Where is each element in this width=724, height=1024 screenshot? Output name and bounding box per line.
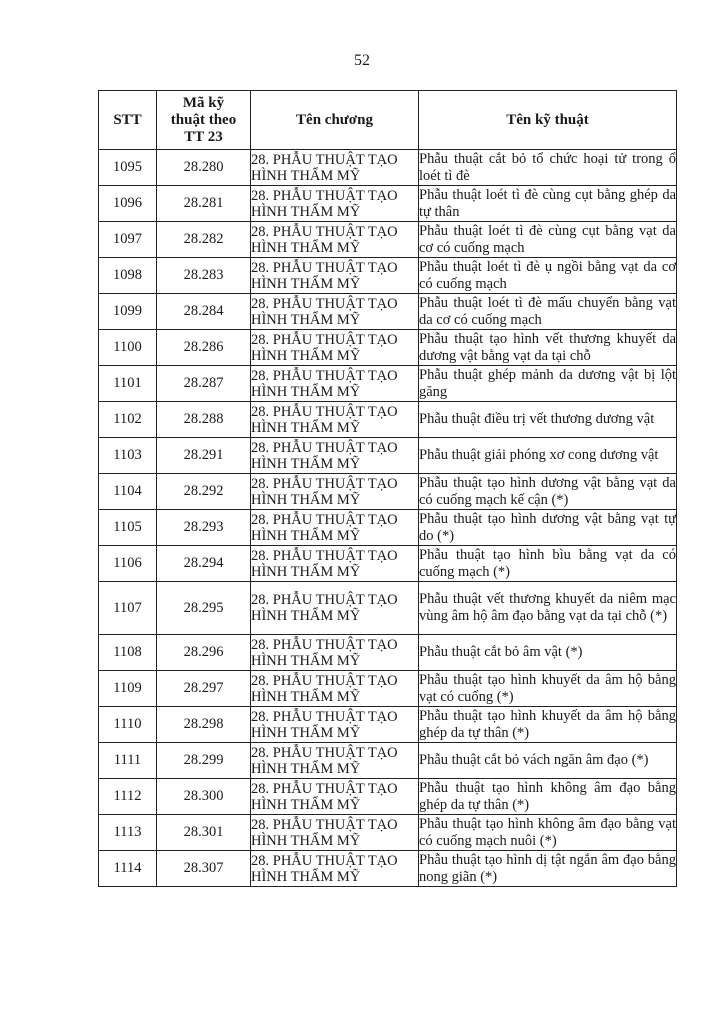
technique-code-cell: 28.297: [157, 671, 251, 707]
table-row: [99, 294, 677, 330]
chapter-line: HÌNH THẨM MỸ: [251, 608, 361, 624]
technique-code-cell: 28.299: [157, 743, 251, 779]
technique-name-cell: Phẫu thuật loét tì đè ụ ngồi bằng vạt da cơ có cuống mạch: [419, 258, 676, 292]
chapter-line: 28. PHẪU THUẬT TẠO: [251, 331, 398, 348]
chapter-line: 28. PHẪU THUẬT TẠO: [251, 852, 398, 869]
stt-cell: 1111: [99, 743, 157, 779]
table-header-row: [99, 91, 677, 150]
chapter-line: 28. PHẪU THUẬT TẠO: [251, 367, 398, 384]
chapter-line: HÌNH THẨM MỸ: [251, 868, 361, 885]
technique-name-cell: Phẫu thuật cắt bỏ vách ngăn âm đạo (*): [419, 743, 677, 779]
chapter-line: 28. PHẪU THUẬT TẠO: [251, 223, 398, 240]
technique-name-cell: Phẫu thuật loét tì đè mấu chuyển bằng vạt da cơ có cuống mạch: [419, 294, 676, 328]
chapter-line: HÌNH THẨM MỸ: [251, 203, 361, 220]
chapter-line: HÌNH THẨM MỸ: [251, 455, 361, 472]
stt-cell: 1099: [99, 294, 157, 330]
chapter-line: 28. PHẪU THUẬT TẠO: [251, 672, 398, 689]
chapter-line: 28. PHẪU THUẬT TẠO: [251, 547, 398, 564]
technique-code-cell: 28.286: [157, 330, 251, 366]
stt-cell: 1109: [99, 671, 157, 707]
chapter-line: HÌNH THẨM MỸ: [251, 239, 361, 256]
table-row: [99, 510, 677, 546]
technique-code-cell: 28.280: [157, 150, 251, 186]
technique-code-cell: 28.295: [157, 582, 251, 635]
chapter-cell: [251, 474, 419, 510]
chapter-line: HÌNH THẨM MỸ: [251, 383, 361, 400]
chapter-line: HÌNH THẨM MỸ: [251, 760, 361, 777]
chapter-cell: [251, 779, 419, 815]
technique-code-cell: 28.298: [157, 707, 251, 743]
stt-cell: 1110: [99, 707, 157, 743]
technique-code-cell: 28.288: [157, 402, 251, 438]
stt-cell: 1101: [99, 366, 157, 402]
chapter-cell: [251, 330, 419, 366]
chapter-line: 28. PHẪU THUẬT TẠO: [251, 151, 398, 168]
stt-cell: 1106: [99, 546, 157, 582]
chapter-line: 28. PHẪU THUẬT TẠO: [251, 475, 398, 492]
chapter-cell: [251, 815, 419, 851]
chapter-cell: [251, 294, 419, 330]
technique-code-cell: 28.284: [157, 294, 251, 330]
chapter-line: HÌNH THẨM MỸ: [251, 652, 361, 669]
chapter-line: HÌNH THẨM MỸ: [251, 796, 361, 813]
stt-cell: 1113: [99, 815, 157, 851]
chapter-cell: [251, 671, 419, 707]
technique-code-cell: 28.292: [157, 474, 251, 510]
technique-code-cell: 28.281: [157, 186, 251, 222]
chapter-line: HÌNH THẨM MỸ: [251, 167, 361, 184]
chapter-line: HÌNH THẨM MỸ: [251, 275, 361, 292]
stt-cell: 1095: [99, 150, 157, 186]
header-stt: STT: [99, 91, 157, 150]
table-row: [99, 815, 677, 851]
header-technique: Tên kỹ thuật: [419, 91, 677, 150]
technique-name-cell: Phẫu thuật tạo hình khuyết da âm hộ bằng vạt có cuống (*): [419, 671, 676, 705]
technique-name-cell: Phẫu thuật cắt bỏ tổ chức hoại tử trong ổ loét tì đè: [419, 150, 676, 184]
chapter-line: 28. PHẪU THUẬT TẠO: [251, 259, 398, 276]
technique-code-cell: 28.291: [157, 438, 251, 474]
chapter-cell: [251, 546, 419, 582]
chapter-cell: [251, 186, 419, 222]
technique-name-cell: Phẫu thuật tạo hình bìu bằng vạt da có cuống mạch (*): [419, 546, 676, 580]
chapter-line: 28. PHẪU THUẬT TẠO: [251, 744, 398, 761]
technique-name-cell: Phẫu thuật tạo hình dị tật ngắn âm đạo bằng nong giãn (*): [419, 851, 676, 885]
stt-cell: 1097: [99, 222, 157, 258]
table-row: [99, 779, 677, 815]
table-row: [99, 258, 677, 294]
chapter-cell: [251, 582, 419, 635]
table-row: [99, 671, 677, 707]
stt-cell: 1104: [99, 474, 157, 510]
table-row: [99, 743, 677, 779]
technique-name-cell: Phẫu thuật tạo hình khuyết da âm hộ bằng ghép da tự thân (*): [419, 707, 676, 741]
stt-cell: 1108: [99, 635, 157, 671]
table-row: [99, 474, 677, 510]
technique-code-cell: 28.300: [157, 779, 251, 815]
chapter-line: HÌNH THẨM MỸ: [251, 347, 361, 364]
chapter-cell: [251, 222, 419, 258]
stt-cell: 1112: [99, 779, 157, 815]
chapter-line: 28. PHẪU THUẬT TẠO: [251, 592, 398, 608]
stt-cell: 1098: [99, 258, 157, 294]
table-row: [99, 546, 677, 582]
chapter-line: 28. PHẪU THUẬT TẠO: [251, 403, 398, 420]
chapter-cell: [251, 635, 419, 671]
table-row: [99, 366, 677, 402]
table-row: [99, 402, 677, 438]
stt-cell: 1100: [99, 330, 157, 366]
chapter-line: 28. PHẪU THUẬT TẠO: [251, 636, 398, 653]
technique-code-cell: 28.293: [157, 510, 251, 546]
chapter-line: HÌNH THẨM MỸ: [251, 832, 361, 849]
chapter-line: HÌNH THẨM MỸ: [251, 491, 361, 508]
table-row: [99, 438, 677, 474]
chapter-cell: [251, 402, 419, 438]
technique-code-cell: 28.307: [157, 851, 251, 887]
technique-name-cell: Phẫu thuật vết thương khuyết da niêm mạc vùng âm hộ âm đạo bằng vạt da tại chỗ (*): [419, 582, 677, 635]
technique-name-cell: Phẫu thuật ghép mảnh da dương vật bị lột găng: [419, 366, 676, 400]
chapter-cell: [251, 150, 419, 186]
chapter-line: 28. PHẪU THUẬT TẠO: [251, 708, 398, 725]
technique-code-cell: 28.283: [157, 258, 251, 294]
technique-name-cell: Phẫu thuật tạo hình không âm đạo bằng vạt có cuống mạch nuôi (*): [419, 815, 676, 849]
table-row: [99, 707, 677, 743]
table-row: [99, 186, 677, 222]
technique-code-cell: 28.301: [157, 815, 251, 851]
technique-name-cell: Phẫu thuật điều trị vết thương dương vật: [419, 402, 677, 438]
chapter-line: 28. PHẪU THUẬT TẠO: [251, 511, 398, 528]
chapter-line: HÌNH THẨM MỸ: [251, 688, 361, 705]
technique-name-cell: Phẫu thuật giải phóng xơ cong dương vật: [419, 438, 677, 474]
chapter-line: 28. PHẪU THUẬT TẠO: [251, 295, 398, 312]
table-row: [99, 635, 677, 671]
chapter-cell: [251, 743, 419, 779]
technique-code-cell: 28.282: [157, 222, 251, 258]
stt-cell: 1105: [99, 510, 157, 546]
procedure-table: [98, 90, 677, 887]
chapter-cell: [251, 438, 419, 474]
table-row: [99, 222, 677, 258]
technique-code-cell: 28.294: [157, 546, 251, 582]
technique-name-cell: Phẫu thuật cắt bỏ âm vật (*): [419, 635, 677, 671]
table-row: [99, 150, 677, 186]
technique-name-cell: Phẫu thuật tạo hình vết thương khuyết da dương vật bằng vạt da tại chỗ: [419, 330, 676, 364]
technique-name-cell: Phẫu thuật loét tì đè cùng cụt bằng vạt da cơ có cuống mạch: [419, 222, 676, 256]
technique-name-cell: Phẫu thuật tạo hình dương vật bằng vạt tự do (*): [419, 510, 676, 544]
chapter-line: HÌNH THẨM MỸ: [251, 527, 361, 544]
chapter-line: 28. PHẪU THUẬT TẠO: [251, 780, 398, 797]
page-number: 52: [354, 52, 370, 69]
table-body: [99, 150, 677, 887]
technique-code-cell: 28.296: [157, 635, 251, 671]
technique-code-cell: 28.287: [157, 366, 251, 402]
table-row: [99, 851, 677, 887]
chapter-line: 28. PHẪU THUẬT TẠO: [251, 187, 398, 204]
chapter-cell: [251, 258, 419, 294]
header-code-line3: TT 23: [184, 128, 223, 145]
header-code: [157, 91, 251, 150]
chapter-line: HÌNH THẨM MỸ: [251, 563, 361, 580]
chapter-line: 28. PHẪU THUẬT TẠO: [251, 439, 398, 456]
chapter-line: 28. PHẪU THUẬT TẠO: [251, 816, 398, 833]
header-code-line2: thuật theo: [170, 111, 237, 128]
table-row: [99, 582, 677, 635]
chapter-cell: [251, 366, 419, 402]
stt-cell: 1114: [99, 851, 157, 887]
chapter-cell: [251, 707, 419, 743]
technique-name-cell: Phẫu thuật tạo hình không âm đạo bằng ghép da tự thân (*): [419, 779, 676, 813]
chapter-cell: [251, 510, 419, 546]
technique-name-cell: Phẫu thuật loét tì đè cùng cụt bằng ghép da tự thân: [419, 186, 676, 220]
chapter-line: HÌNH THẨM MỸ: [251, 311, 361, 328]
technique-name-cell: Phẫu thuật tạo hình dương vật bằng vạt da có cuống mạch kế cận (*): [419, 474, 676, 508]
stt-cell: 1103: [99, 438, 157, 474]
chapter-cell: [251, 851, 419, 887]
stt-cell: 1096: [99, 186, 157, 222]
stt-cell: 1102: [99, 402, 157, 438]
stt-cell: 1107: [99, 582, 157, 635]
chapter-line: HÌNH THẨM MỸ: [251, 419, 361, 436]
table-row: [99, 330, 677, 366]
header-chapter: Tên chương: [251, 91, 419, 150]
chapter-line: HÌNH THẨM MỸ: [251, 724, 361, 741]
header-code-line1: Mã kỹ: [182, 94, 225, 111]
